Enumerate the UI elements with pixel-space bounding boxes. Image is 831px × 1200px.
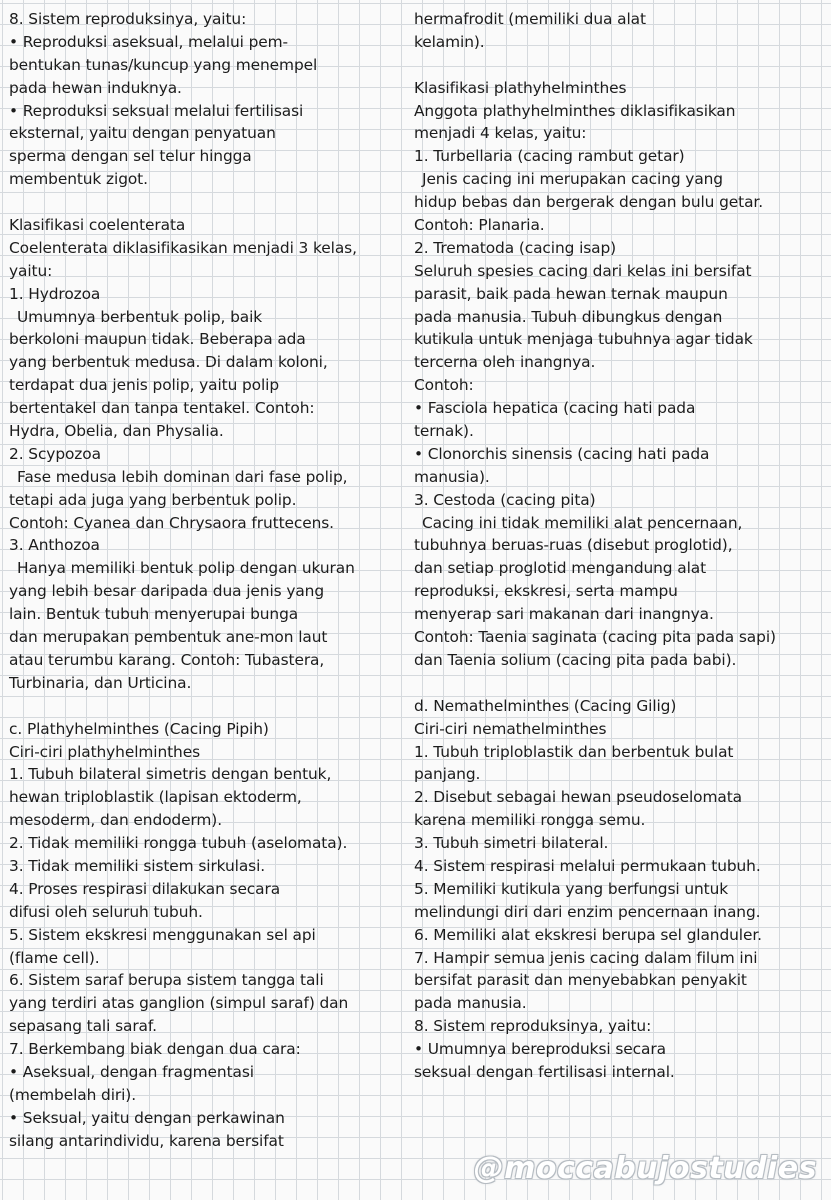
text-line: 2. Tidak memiliki rongga tubuh (aselomata). xyxy=(9,834,348,853)
text-line: 3. Cestoda (cacing pita) xyxy=(414,490,596,509)
text-line: bertentakel dan tanpa tentakel. Contoh: xyxy=(9,399,315,418)
text-line: melindungi diri dari enzim pencernaan inang. xyxy=(414,902,761,921)
text-line: terdapat dua jenis polip, yaitu polip xyxy=(9,376,280,395)
text-line: pada hewan induknya. xyxy=(9,78,182,97)
text-line: Klasifikasi plathyhelminthes xyxy=(414,78,627,97)
text-line: 4. Proses respirasi dilakukan secara xyxy=(9,879,281,898)
text-line: mesoderm, dan endoderm). xyxy=(9,811,223,830)
text-line: 1. Hydrozoa xyxy=(9,284,101,303)
text-line: • Seksual, yaitu dengan perkawinan xyxy=(9,1108,285,1127)
text-line: menjadi 4 kelas, yaitu: xyxy=(414,124,587,143)
text-line: reproduksi, ekskresi, serta mampu xyxy=(414,582,678,601)
text-line: 4. Sistem respirasi melalui permukaan tubuh. xyxy=(414,856,761,875)
blank-line xyxy=(9,191,414,214)
text-line: yaitu: xyxy=(9,261,53,280)
text-line: • Fasciola hepatica (cacing hati pada xyxy=(414,399,696,418)
text-line: 1. Tubuh bilateral simetris dengan bentuk, xyxy=(9,765,332,784)
text-line: dan Taenia solium (cacing pita pada babi). xyxy=(414,650,737,669)
text-line: karena memiliki rongga semu. xyxy=(414,811,646,830)
blank-line xyxy=(9,695,414,718)
text-line: 6. Memiliki alat ekskresi berupa sel glanduler. xyxy=(414,925,762,944)
text-line: 7. Berkembang biak dengan dua cara: xyxy=(9,1040,301,1059)
text-line: dan merupakan pembentuk ane-mon laut xyxy=(9,628,328,647)
text-line: 3. Tubuh simetri bilateral. xyxy=(414,834,609,853)
left-text-column xyxy=(9,8,414,1153)
text-line: pada manusia. Tubuh dibungkus dengan xyxy=(414,307,723,326)
text-line: tercerna oleh inangnya. xyxy=(414,353,596,372)
text-line: yang berbentuk medusa. Di dalam koloni, xyxy=(9,353,328,372)
text-line: difusi oleh seluruh tubuh. xyxy=(9,902,203,921)
text-line: tetapi ada juga yang berbentuk polip. xyxy=(9,490,297,509)
right-text-column xyxy=(414,8,831,1084)
blank-line xyxy=(414,672,831,695)
text-line: c. Plathyhelminthes (Cacing Pipih) xyxy=(9,719,269,738)
text-line: d. Nemathelminthes (Cacing Gilig) xyxy=(414,696,677,715)
text-line: pada manusia. xyxy=(414,994,527,1013)
text-line: Jenis cacing ini merupakan cacing yang xyxy=(422,170,723,189)
text-line: ternak). xyxy=(414,422,474,441)
text-line: Hydra, Obelia, dan Physalia. xyxy=(9,422,224,441)
text-line: dan setiap proglotid mengandung alat xyxy=(414,559,707,578)
text-line: 2. Scypozoa xyxy=(9,444,101,463)
text-line: 6. Sistem saraf berupa sistem tangga tali xyxy=(9,971,324,990)
text-line: hermafrodit (memiliki dua alat xyxy=(414,10,646,28)
text-line: eksternal, yaitu dengan penyatuan xyxy=(9,124,276,143)
text-line: Contoh: Planaria. xyxy=(414,216,545,235)
text-line: berkoloni maupun tidak. Beberapa ada xyxy=(9,330,306,349)
text-line: yang lebih besar daripada dua jenis yang xyxy=(9,582,324,601)
text-line: 3. Anthozoa xyxy=(9,536,100,555)
text-line: manusia). xyxy=(414,467,490,486)
text-line: kutikula untuk menjaga tubuhnya agar tidak xyxy=(414,330,753,349)
text-line: Klasifikasi coelenterata xyxy=(9,216,186,235)
text-line: (flame cell). xyxy=(9,948,100,967)
text-line: atau terumbu karang. Contoh: Tubastera, xyxy=(9,650,325,669)
text-line: Contoh: Taenia saginata (cacing pita pada sapi) xyxy=(414,628,776,647)
text-line: 3. Tidak memiliki sistem sirkulasi. xyxy=(9,856,266,875)
text-line: bersifat parasit dan menyebabkan penyakit xyxy=(414,971,747,990)
text-line: Fase medusa lebih dominan dari fase polip, xyxy=(17,467,348,486)
text-line: Contoh: Cyanea dan Chrysaora fruttecens. xyxy=(9,513,334,532)
text-line: • Clonorchis sinensis (cacing hati pada xyxy=(414,444,710,463)
text-line: hidup bebas dan bergerak dengan bulu getar. xyxy=(414,193,764,212)
text-line: • Reproduksi seksual melalui fertilisasi xyxy=(9,101,304,120)
text-line: (membelah diri). xyxy=(9,1085,136,1104)
text-line: 8. Sistem reproduksinya, yaitu: xyxy=(9,10,247,28)
text-line: seksual dengan fertilisasi internal. xyxy=(414,1062,675,1081)
text-line: • Aseksual, dengan fragmentasi xyxy=(9,1062,254,1081)
text-line: 8. Sistem reproduksinya, yaitu: xyxy=(414,1017,652,1036)
text-line: 2. Disebut sebagai hewan pseudoselomata xyxy=(414,788,742,807)
text-line: Contoh: xyxy=(414,376,474,395)
text-line: • Reproduksi aseksual, melalui pem- xyxy=(9,32,288,51)
text-line: • Umumnya bereproduksi secara xyxy=(414,1040,666,1059)
text-line: 1. Turbellaria (cacing rambut getar) xyxy=(414,147,685,166)
text-line: Anggota plathyhelminthes diklasifikasikan xyxy=(414,101,736,120)
text-line: lain. Bentuk tubuh menyerupai bunga xyxy=(9,605,299,624)
text-line: hewan triploblastik (lapisan ektoderm, xyxy=(9,788,302,807)
text-line: 5. Memiliki kutikula yang berfungsi untuk xyxy=(414,879,729,898)
text-line: Seluruh spesies cacing dari kelas ini bersifat xyxy=(414,261,752,280)
text-line: Coelenterata diklasifikasikan menjadi 3 kelas, xyxy=(9,238,357,257)
text-line: silang antarindividu, karena bersifat xyxy=(9,1131,284,1150)
text-line: 7. Hampir semua jenis cacing dalam filum ini xyxy=(414,948,758,967)
text-line: membentuk zigot. xyxy=(9,170,148,189)
text-line: yang terdiri atas ganglion (simpul saraf) dan xyxy=(9,994,349,1013)
text-line: Ciri-ciri nemathelminthes xyxy=(414,719,607,738)
text-line: Hanya memiliki bentuk polip dengan ukuran xyxy=(17,559,355,578)
text-line: Turbinaria, dan Urticina. xyxy=(9,673,192,692)
text-line: 5. Sistem ekskresi menggunakan sel api xyxy=(9,925,316,944)
text-line: Cacing ini tidak memiliki alat pencernaan, xyxy=(422,513,743,532)
text-line: sepasang tali saraf. xyxy=(9,1017,157,1036)
text-line: bentukan tunas/kuncup yang menempel xyxy=(9,55,318,74)
text-line: panjang. xyxy=(414,765,481,784)
text-line: menyerap sari makanan dari inangnya. xyxy=(414,605,714,624)
blank-line xyxy=(414,54,831,77)
text-line: Ciri-ciri plathyhelminthes xyxy=(9,742,200,761)
text-line: Umumnya berbentuk polip, baik xyxy=(17,307,263,326)
text-line: sperma dengan sel telur hingga xyxy=(9,147,252,166)
text-line: 1. Tubuh triploblastik dan berbentuk bulat xyxy=(414,742,734,761)
watermark: @moccabujostudies xyxy=(473,1151,817,1186)
text-line: parasit, baik pada hewan ternak maupun xyxy=(414,284,728,303)
text-line: tubuhnya beruas-ruas (disebut proglotid), xyxy=(414,536,733,555)
text-line: 2. Trematoda (cacing isap) xyxy=(414,238,617,257)
text-line: kelamin). xyxy=(414,32,485,51)
